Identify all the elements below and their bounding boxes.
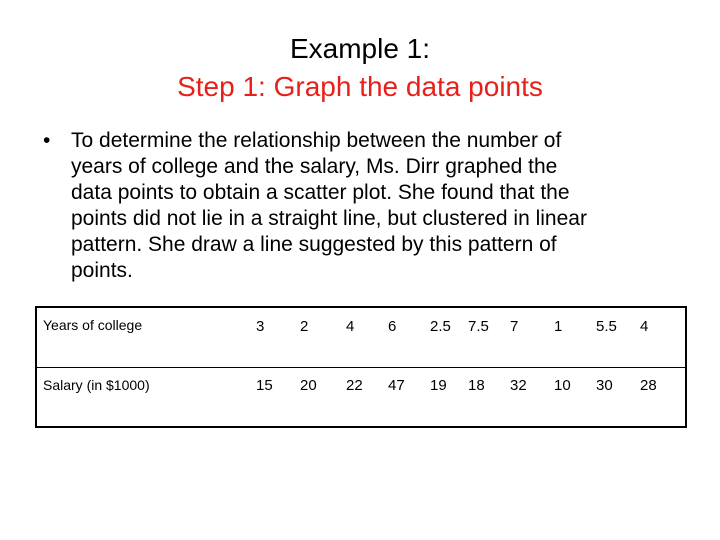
bullet-dot-icon: •: [43, 129, 51, 152]
table-cell: 28: [636, 367, 686, 427]
table-cell: 2.5: [426, 307, 464, 367]
table-cell: 4: [636, 307, 686, 367]
table-cell: 2: [296, 307, 342, 367]
table-cell: 6: [384, 307, 426, 367]
table-cell: 10: [550, 367, 592, 427]
table-cell: 4: [342, 307, 384, 367]
row-label-years: Years of college: [36, 307, 252, 367]
title-example: Example 1:: [289, 33, 431, 64]
data-table: [35, 306, 687, 428]
table-cell: 15: [252, 367, 296, 427]
table-cell: 3: [252, 307, 296, 367]
table-cell: 7.5: [464, 307, 506, 367]
title-step: Step 1: Graph the data points: [177, 71, 543, 102]
bullet-item: [43, 128, 693, 284]
table-cell: 32: [506, 367, 550, 427]
table-cell: 19: [426, 367, 464, 427]
table-row-years: [36, 307, 686, 367]
table-cell: 5.5: [592, 307, 636, 367]
row-label-salary: Salary (in $1000): [36, 367, 252, 427]
table-cell: 22: [342, 367, 384, 427]
table-cell: 47: [384, 367, 426, 427]
table-cell: 18: [464, 367, 506, 427]
table-cell: 30: [592, 367, 636, 427]
slide-title: [0, 30, 720, 106]
bullet-text: To determine the relationship between the number of years of college and the salary, Ms. Dirr graphed the data points to obtain a scatter plot. She found that the points did not lie in a straight line, but clustered in linear pattern. She draw a line suggested by this pattern of points.: [71, 129, 587, 282]
table-cell: 1: [550, 307, 592, 367]
table-row-salary: [36, 367, 686, 427]
table-cell: 7: [506, 307, 550, 367]
bullet-list: [43, 128, 693, 284]
table-cell: 20: [296, 367, 342, 427]
